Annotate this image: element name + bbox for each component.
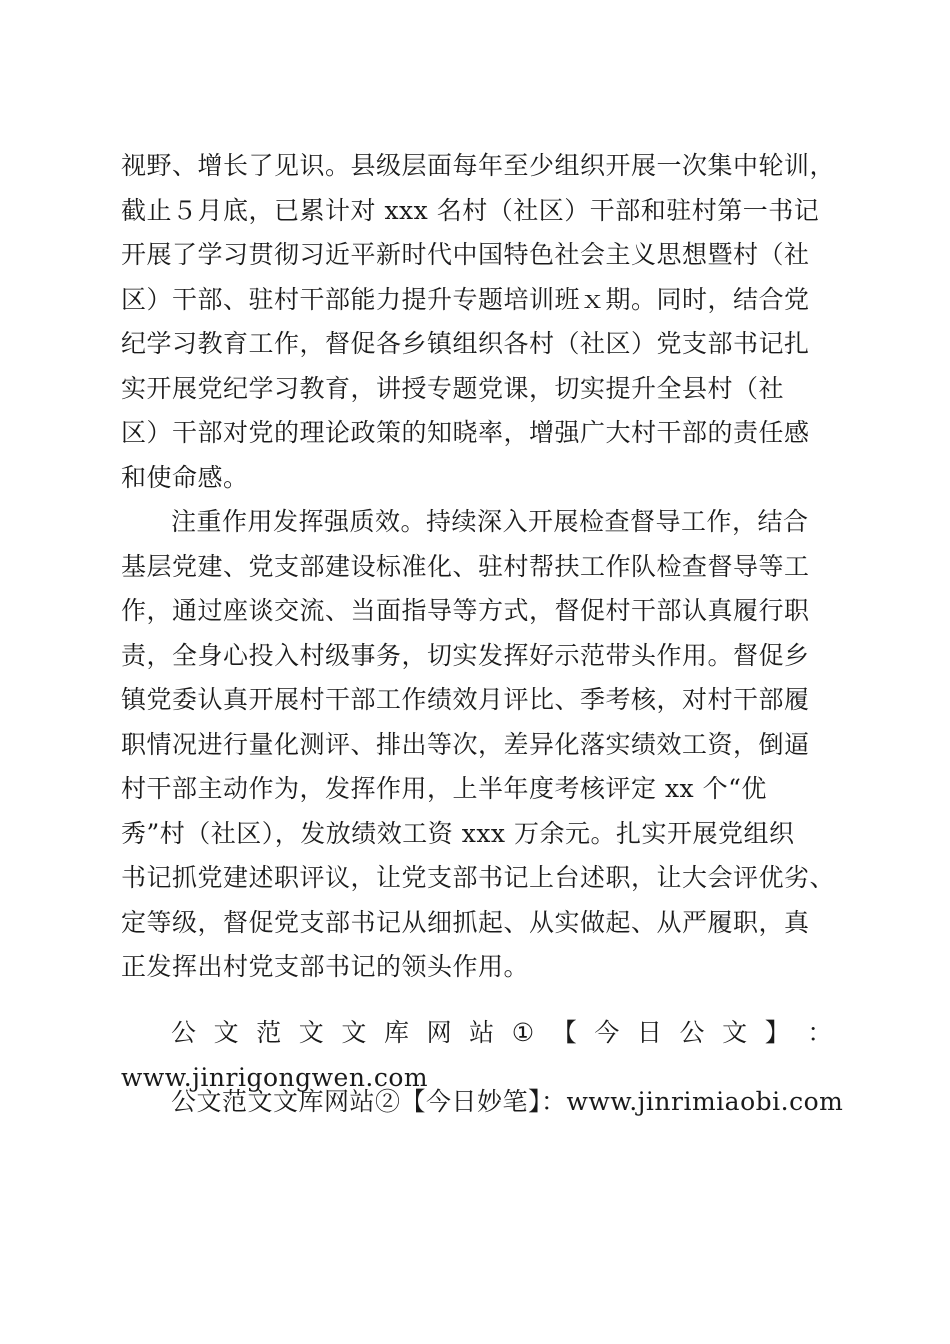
website-link-2[interactable] <box>121 1080 844 1125</box>
label-char: 网 <box>426 1018 453 1047</box>
text-line: 镇党委认真开展村干部工作绩效月评比、季考核，对村干部履 <box>121 685 810 714</box>
text-line: 责，全身心投入村级事务，切实发挥好示范带头作用。督促乡 <box>121 640 810 670</box>
label-char: 公 <box>679 1018 706 1047</box>
text-line: 截止５月底，已累计对 xxx 名村（社区）干部和驻村第一书记 <box>121 195 820 225</box>
text-line: 视野、增长了见识。县级层面每年至少组织开展一次集中轮训， <box>121 151 836 180</box>
label-char: 文 <box>722 1018 748 1047</box>
text-line: 区）干部对党的理论政策的知晓率，增强广大村干部的责任感 <box>121 418 810 447</box>
label-char: 今 <box>594 1018 620 1047</box>
text-line: 区）干部、驻村干部能力提升专题培训班ｘ期。同时，结合党 <box>121 284 810 314</box>
text-line: 和使命感。 <box>121 462 249 492</box>
label-char: 日 <box>636 1018 663 1047</box>
website-link-2-text[interactable]: 公文范文文库网站②【今日妙笔】：www.jinrimiaobi.com <box>171 1087 844 1116</box>
text-line: 秀”村（社区），发放绩效工资 xxx 万余元。扎实开展党组织 <box>121 818 795 848</box>
website-link-1-url[interactable]: www.jinrigongwen.com <box>121 1062 429 1092</box>
label-char: 范 <box>256 1018 282 1047</box>
label-char: 【 <box>551 1018 578 1047</box>
label-char: 】 <box>764 1018 791 1047</box>
text-line: 书记抓党建述职评议，让党支部书记上台述职，让大会评优劣、 <box>121 863 836 892</box>
label-char: 库 <box>383 1018 410 1047</box>
paragraph-effectiveness <box>121 500 836 990</box>
label-char: ： <box>807 1018 833 1047</box>
website-link-1-label <box>121 1011 833 1056</box>
label-char: 公 <box>171 1018 197 1047</box>
label-char: 文 <box>298 1018 325 1047</box>
label-char: ① <box>511 1018 535 1047</box>
paragraph-training <box>121 144 836 500</box>
text-line: 正发挥出村党支部书记的领头作用。 <box>121 952 530 981</box>
label-char: 文 <box>213 1018 240 1047</box>
text-line: 实开展党纪学习教育，讲授专题党课，切实提升全县村（社 <box>121 373 785 403</box>
text-line: 基层党建、党支部建设标准化、驻村帮扶工作队检查督导等工 <box>121 551 810 581</box>
text-line: 职情况进行量化测评、排出等次，差异化落实绩效工资，倒逼 <box>121 729 810 759</box>
label-char: 文 <box>341 1018 367 1047</box>
text-line: 定等级，督促党支部书记从细抓起、从实做起、从严履职，真 <box>121 907 810 937</box>
text-line: 注重作用发挥强质效。持续深入开展检查督导工作，结合 <box>171 507 809 536</box>
text-line: 纪学习教育工作，督促各乡镇组织各村（社区）党支部书记扎 <box>121 329 810 358</box>
label-char: 站 <box>469 1018 495 1047</box>
text-line: 村干部主动作为，发挥作用，上半年度考核评定 xx 个“优 <box>121 774 767 803</box>
text-line: 作，通过座谈交流、当面指导等方式，督促村干部认真履行职 <box>121 596 810 625</box>
text-line: 开展了学习贯彻习近平新时代中国特色社会主义思想暨村（社 <box>121 240 810 269</box>
